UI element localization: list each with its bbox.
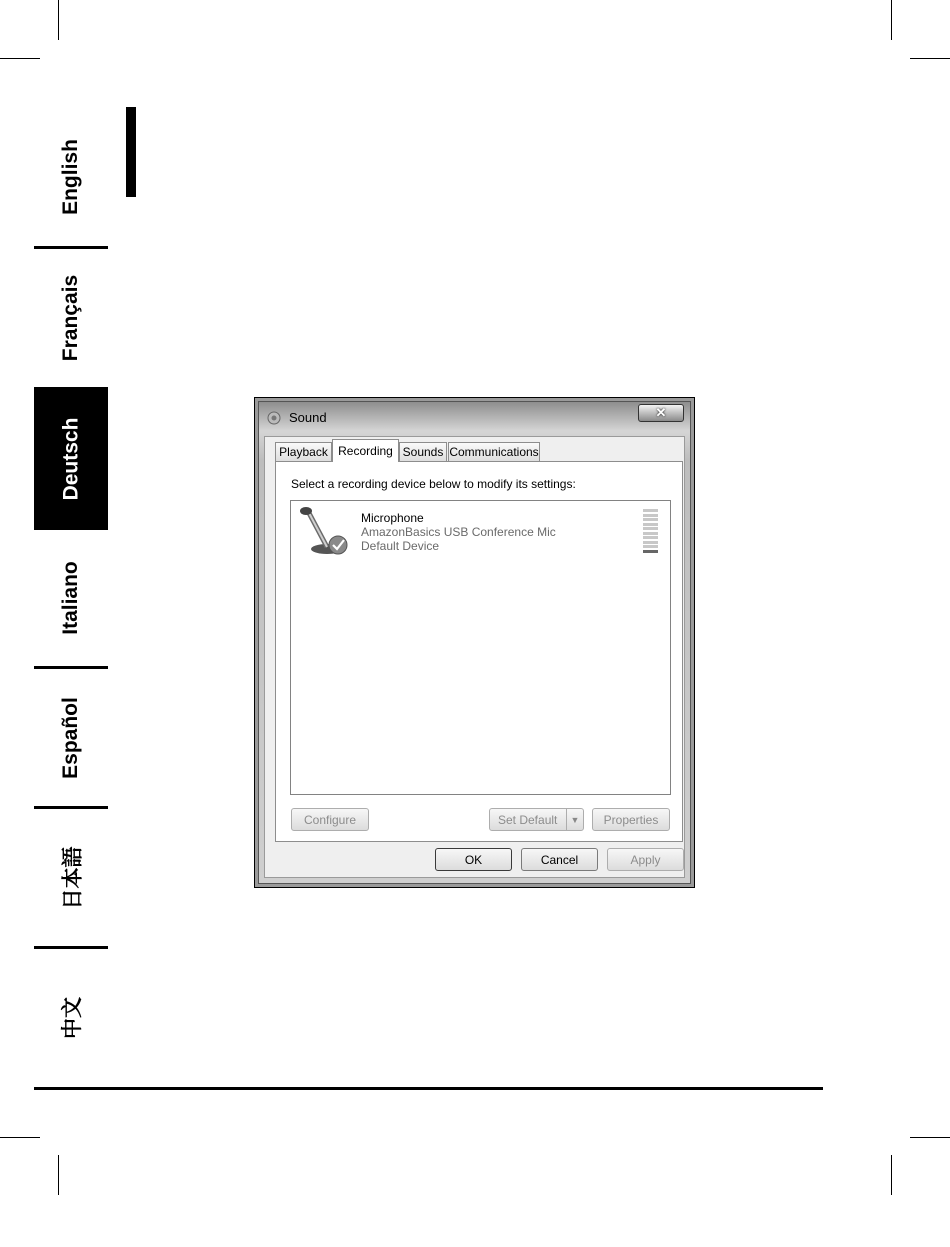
level-segment (643, 523, 658, 526)
recording-panel (275, 461, 683, 842)
level-segment (643, 550, 658, 553)
tab-recording[interactable]: Recording (332, 439, 399, 462)
crop-mark (910, 1137, 950, 1138)
configure-button[interactable]: Configure (291, 808, 369, 831)
level-segment (643, 541, 658, 544)
lang-label: Deutsch (59, 417, 83, 500)
lang-label: 中文 (61, 996, 84, 1039)
dialog-client (264, 436, 685, 878)
lang-tab-english[interactable] (34, 108, 108, 246)
dialog-title: Sound (289, 410, 327, 425)
sound-dialog (254, 397, 695, 888)
lang-tab-chinese[interactable] (34, 949, 108, 1086)
close-button[interactable] (638, 404, 684, 422)
lang-label: 日本語 (61, 846, 84, 909)
lang-tab-deutsch[interactable] (34, 387, 108, 530)
device-name: Microphone (361, 511, 424, 525)
level-segment (643, 536, 658, 539)
section-marker-bar (126, 107, 136, 197)
crop-mark (891, 0, 892, 40)
tab-playback[interactable]: Playback (275, 442, 332, 461)
tab-communications[interactable]: Communications (448, 442, 540, 461)
level-segment (643, 509, 658, 512)
lang-tab-francais[interactable] (34, 249, 108, 387)
cancel-button[interactable]: Cancel (521, 848, 598, 871)
device-description: AmazonBasics USB Conference Mic (361, 525, 556, 539)
crop-mark (910, 58, 950, 59)
level-segment (643, 545, 658, 548)
tab-sounds[interactable]: Sounds (399, 442, 447, 461)
device-status: Default Device (361, 539, 440, 553)
crop-mark (0, 1137, 40, 1138)
set-default-button[interactable] (489, 808, 584, 831)
instruction-text: Select a recording device below to modify its settings: (291, 477, 576, 491)
microphone-icon (297, 505, 351, 557)
level-segment (643, 527, 658, 530)
device-list[interactable] (290, 500, 671, 795)
set-default-label: Set Default (498, 812, 558, 827)
lang-label: Français (59, 274, 83, 362)
close-icon: ✕ (655, 405, 667, 420)
crop-mark (891, 1155, 892, 1195)
level-meter (643, 509, 658, 553)
level-segment (643, 532, 658, 535)
speaker-icon (266, 410, 282, 426)
crop-mark (0, 58, 40, 59)
level-segment (643, 518, 658, 521)
list-item[interactable] (291, 501, 670, 561)
lang-tab-japanese[interactable] (34, 809, 108, 946)
lang-tab-italiano[interactable] (34, 530, 108, 666)
level-segment (643, 514, 658, 517)
ok-button[interactable]: OK (435, 848, 512, 871)
lang-label: Italiano (58, 561, 82, 635)
lang-label: Español (59, 696, 82, 779)
dialog-frame (258, 401, 691, 884)
lang-label: English (59, 139, 82, 215)
properties-button[interactable]: Properties (592, 808, 670, 831)
crop-mark (58, 0, 59, 40)
chevron-down-icon: ▼ (566, 809, 583, 830)
lang-tab-espanol[interactable] (34, 669, 108, 806)
footer-rule (34, 1087, 823, 1090)
apply-button[interactable]: Apply (607, 848, 684, 871)
crop-mark (58, 1155, 59, 1195)
